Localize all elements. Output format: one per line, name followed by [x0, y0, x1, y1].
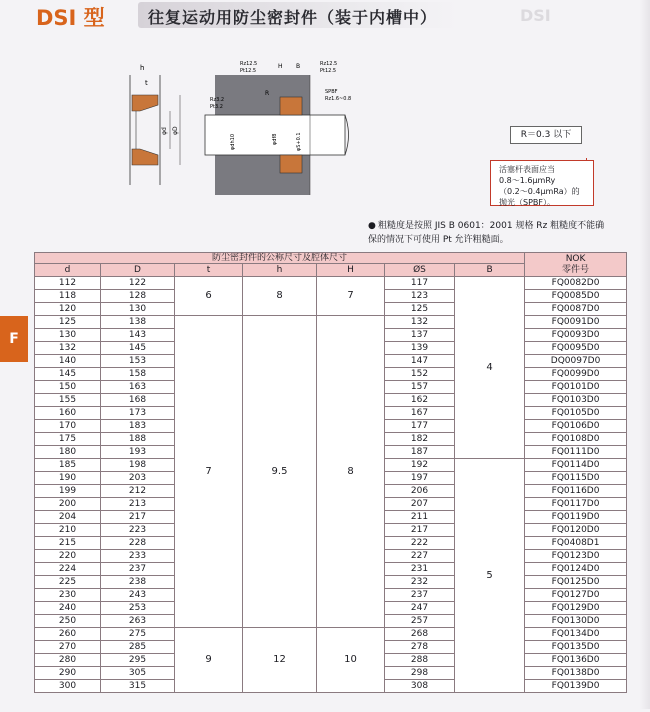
cell-d: 240	[35, 602, 101, 615]
table-row	[35, 277, 627, 290]
cell-d: 145	[35, 368, 101, 381]
cell-S: 152	[385, 368, 455, 381]
spbf-value-label: Rz1.6~0.8	[325, 96, 352, 102]
cell-part-number: FQ0085D0	[525, 290, 627, 303]
dim-B-label: B	[296, 63, 301, 70]
cell-D: 183	[101, 420, 175, 433]
cell-d: 132	[35, 342, 101, 355]
cell-S: 125	[385, 303, 455, 316]
cell-part-number: FQ0129D0	[525, 602, 627, 615]
cell-d: 185	[35, 459, 101, 472]
cell-part-number: FQ0108D0	[525, 433, 627, 446]
cell-S: 157	[385, 381, 455, 394]
cell-h: 12	[243, 628, 317, 693]
cell-part-number: FQ0106D0	[525, 420, 627, 433]
nok-header-line: NOK	[565, 253, 586, 264]
cell-part-number: FQ0095D0	[525, 342, 627, 355]
cell-d: 250	[35, 615, 101, 628]
cell-part-number: FQ0105D0	[525, 407, 627, 420]
cell-D: 263	[101, 615, 175, 628]
cell-S: 162	[385, 394, 455, 407]
cell-B: 4	[455, 277, 525, 459]
cell-S: 197	[385, 472, 455, 485]
cell-S: 123	[385, 290, 455, 303]
cell-S: 117	[385, 277, 455, 290]
dim-D-label: φD	[172, 126, 179, 135]
cell-d: 300	[35, 680, 101, 693]
cell-part-number: FQ0103D0	[525, 394, 627, 407]
column-header: H	[317, 264, 385, 277]
cell-t: 9	[175, 628, 243, 693]
cell-S: 237	[385, 589, 455, 602]
cell-d: 155	[35, 394, 101, 407]
cell-S: 227	[385, 550, 455, 563]
cell-d: 230	[35, 589, 101, 602]
cell-d: 125	[35, 316, 101, 329]
cell-t: 6	[175, 277, 243, 316]
cell-d: 260	[35, 628, 101, 641]
cell-d: 220	[35, 550, 101, 563]
cell-part-number: FQ0091D0	[525, 316, 627, 329]
table-group-header: 防尘密封件的公称尺寸及腔体尺寸	[35, 253, 525, 264]
cell-D: 158	[101, 368, 175, 381]
cell-S: 147	[385, 355, 455, 368]
cell-d: 170	[35, 420, 101, 433]
cell-D: 238	[101, 576, 175, 589]
page-edge	[640, 0, 650, 709]
cell-d: 118	[35, 290, 101, 303]
cell-part-number: FQ0120D0	[525, 524, 627, 537]
polish-note-line: 抛光（SPBF）。	[499, 198, 555, 207]
cell-D: 315	[101, 680, 175, 693]
cell-part-number: FQ0114D0	[525, 459, 627, 472]
cell-d: 204	[35, 511, 101, 524]
column-header: ØS	[385, 264, 455, 277]
cell-d: 190	[35, 472, 101, 485]
cell-D: 163	[101, 381, 175, 394]
cell-part-number: FQ0093D0	[525, 329, 627, 342]
cell-part-number: FQ0134D0	[525, 628, 627, 641]
cell-d: 140	[35, 355, 101, 368]
header	[0, 0, 650, 30]
cell-D: 130	[101, 303, 175, 316]
cell-part-number: FQ0130D0	[525, 615, 627, 628]
cell-part-number: FQ0139D0	[525, 680, 627, 693]
polish-note-line: （0.2～0.4μmRa）的	[499, 187, 580, 196]
cell-D: 223	[101, 524, 175, 537]
column-header: d	[35, 264, 101, 277]
pt-label-a: Pt12.5	[240, 68, 257, 74]
polish-note	[490, 160, 594, 206]
cell-D: 243	[101, 589, 175, 602]
cell-S: 308	[385, 680, 455, 693]
cell-D: 145	[101, 342, 175, 355]
cell-S: 139	[385, 342, 455, 355]
cell-part-number: FQ0123D0	[525, 550, 627, 563]
cell-D: 173	[101, 407, 175, 420]
cell-part-number: FQ0136D0	[525, 654, 627, 667]
rz-label-b: Rz12.5	[320, 61, 338, 67]
cell-S: 231	[385, 563, 455, 576]
cell-B: 5	[455, 459, 525, 693]
column-header: h	[243, 264, 317, 277]
cell-h: 9.5	[243, 316, 317, 628]
cell-D: 212	[101, 485, 175, 498]
cell-part-number: FQ0087D0	[525, 303, 627, 316]
cell-part-number: FQ0124D0	[525, 563, 627, 576]
cell-S: 177	[385, 420, 455, 433]
cell-part-number: DQ0097D0	[525, 355, 627, 368]
dim-S-label: φS+0.1	[296, 132, 302, 151]
cell-D: 237	[101, 563, 175, 576]
cell-part-number: FQ0125D0	[525, 576, 627, 589]
spbf-label: SPBF	[325, 89, 338, 95]
bullet-icon: ●	[368, 221, 376, 231]
polish-note-line: 活塞杆表面应当	[499, 165, 555, 174]
dim-d-f8-label: φdf8	[272, 133, 278, 145]
cell-S: 247	[385, 602, 455, 615]
cell-D: 153	[101, 355, 175, 368]
cell-h: 8	[243, 277, 317, 316]
cell-D: 253	[101, 602, 175, 615]
dimension-table	[34, 252, 627, 693]
roughness-note-text: 粗糙度是按照 JIS B 0601：2001 规格 Rz 粗糙度不能确保的情况下可使用 Pt 允许粗糙面。	[368, 221, 605, 245]
dimension-table-container	[34, 252, 626, 712]
table-row	[35, 316, 627, 329]
cell-d: 200	[35, 498, 101, 511]
cell-d: 130	[35, 329, 101, 342]
cell-d: 180	[35, 446, 101, 459]
table-body	[35, 277, 627, 693]
rz-label-c: Rz3.2	[210, 97, 225, 103]
cell-D: 295	[101, 654, 175, 667]
roughness-note	[368, 219, 608, 247]
cell-part-number: FQ0127D0	[525, 589, 627, 602]
cell-D: 122	[101, 277, 175, 290]
cell-S: 206	[385, 485, 455, 498]
cell-S: 278	[385, 641, 455, 654]
cell-part-number: FQ0119D0	[525, 511, 627, 524]
cell-part-number: FQ0138D0	[525, 667, 627, 680]
cell-S: 207	[385, 498, 455, 511]
cell-S: 222	[385, 537, 455, 550]
cell-part-number: FQ0111D0	[525, 446, 627, 459]
cell-D: 168	[101, 394, 175, 407]
cell-S: 217	[385, 524, 455, 537]
pt-label-b: Pt12.5	[320, 68, 337, 74]
cell-part-number: FQ0115D0	[525, 472, 627, 485]
cell-part-number: FQ0135D0	[525, 641, 627, 654]
cell-S: 257	[385, 615, 455, 628]
cell-d: 215	[35, 537, 101, 550]
cell-d: 224	[35, 563, 101, 576]
cell-D: 143	[101, 329, 175, 342]
cell-S: 268	[385, 628, 455, 641]
polish-note-line: 0.8～1.6μmRy	[499, 176, 556, 185]
cell-H: 8	[317, 316, 385, 628]
nok-header-line: 零件号	[562, 264, 590, 275]
dim-h-label: h	[140, 64, 145, 72]
dim-d-label: φd	[161, 127, 168, 135]
column-header: t	[175, 264, 243, 277]
cell-d: 199	[35, 485, 101, 498]
cell-D: 203	[101, 472, 175, 485]
cell-d: 290	[35, 667, 101, 680]
cell-d: 160	[35, 407, 101, 420]
cell-d: 175	[35, 433, 101, 446]
cell-H: 10	[317, 628, 385, 693]
cell-D: 128	[101, 290, 175, 303]
cell-d: 225	[35, 576, 101, 589]
cell-d: 112	[35, 277, 101, 290]
cell-part-number: FQ0099D0	[525, 368, 627, 381]
cell-S: 167	[385, 407, 455, 420]
seal-cross-section-diagram	[100, 55, 370, 215]
cell-D: 213	[101, 498, 175, 511]
cell-d: 150	[35, 381, 101, 394]
dim-d-h10-label: φdh10	[230, 133, 236, 150]
cell-t: 7	[175, 316, 243, 628]
cell-S: 132	[385, 316, 455, 329]
dim-H-label: H	[278, 63, 283, 70]
cell-part-number: FQ0116D0	[525, 485, 627, 498]
cell-d: 210	[35, 524, 101, 537]
pt-label-c: Pt3.2	[210, 104, 223, 110]
cell-D: 188	[101, 433, 175, 446]
cell-part-number: FQ0101D0	[525, 381, 627, 394]
nok-part-header	[525, 253, 627, 277]
column-header: B	[455, 264, 525, 277]
brand-title: DSI 型	[36, 6, 105, 30]
cell-D: 228	[101, 537, 175, 550]
dim-t-label: t	[145, 79, 148, 87]
cell-d: 120	[35, 303, 101, 316]
radius-note: R＝0.3 以下	[510, 126, 582, 144]
cell-D: 138	[101, 316, 175, 329]
cell-S: 182	[385, 433, 455, 446]
cell-d: 270	[35, 641, 101, 654]
cell-H: 7	[317, 277, 385, 316]
rz-label-a: Rz12.5	[240, 61, 258, 67]
section-tab: F	[0, 316, 28, 362]
cell-D: 217	[101, 511, 175, 524]
cell-d: 280	[35, 654, 101, 667]
cell-part-number: FQ0408D1	[525, 537, 627, 550]
cell-S: 192	[385, 459, 455, 472]
cell-D: 233	[101, 550, 175, 563]
cell-S: 187	[385, 446, 455, 459]
cell-D: 193	[101, 446, 175, 459]
cell-S: 232	[385, 576, 455, 589]
cell-part-number: FQ0082D0	[525, 277, 627, 290]
cell-D: 305	[101, 667, 175, 680]
cell-D: 198	[101, 459, 175, 472]
column-header: D	[101, 264, 175, 277]
cell-S: 298	[385, 667, 455, 680]
cell-S: 211	[385, 511, 455, 524]
cell-part-number: FQ0117D0	[525, 498, 627, 511]
cell-D: 275	[101, 628, 175, 641]
page-subtitle: 往复运动用防尘密封件（装于内槽中）	[148, 8, 438, 27]
radius-R-label: R	[265, 90, 270, 97]
bleed-through-text: DSI	[520, 6, 551, 25]
cell-D: 285	[101, 641, 175, 654]
table-row	[35, 628, 627, 641]
cell-S: 288	[385, 654, 455, 667]
cell-S: 137	[385, 329, 455, 342]
